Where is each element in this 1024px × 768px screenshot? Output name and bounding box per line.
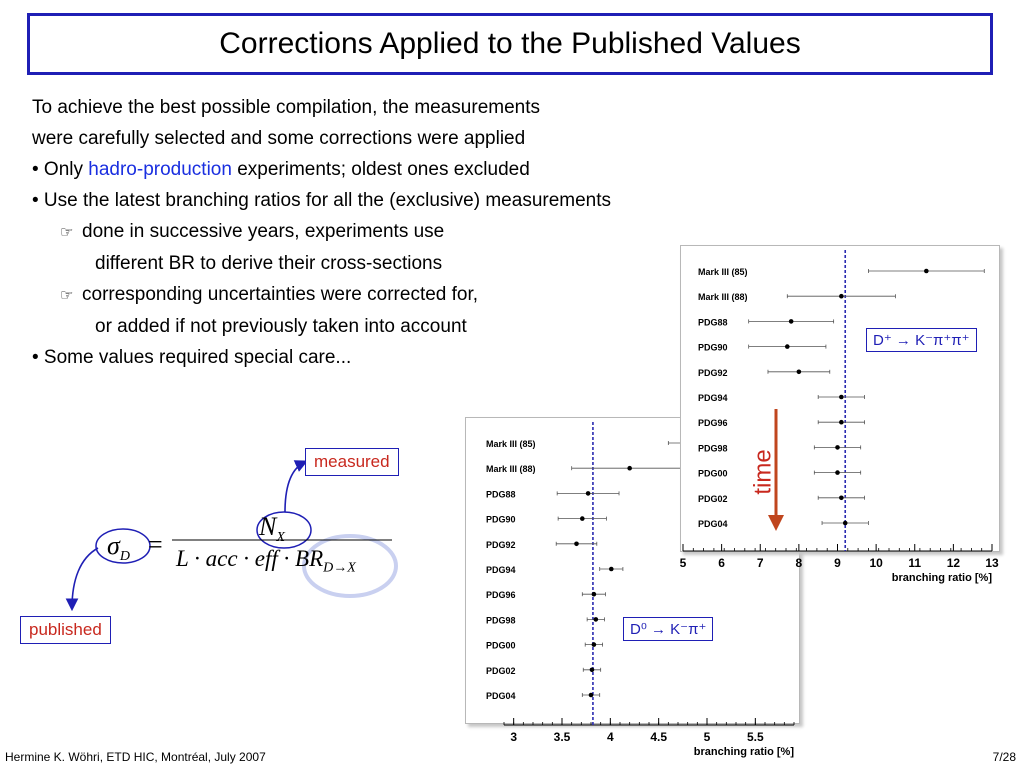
sub-bullet-2-text: corresponding uncertainties were corrected for, bbox=[82, 284, 479, 305]
category-label: PDG90 bbox=[698, 342, 728, 353]
published-arrow bbox=[72, 548, 98, 608]
category-label: Mark III (85) bbox=[486, 439, 536, 449]
category-label: PDG98 bbox=[698, 443, 728, 454]
data-point bbox=[839, 496, 844, 501]
category-label: PDG88 bbox=[698, 317, 728, 328]
category-label: PDG88 bbox=[486, 489, 516, 500]
hadro-production-link[interactable]: hadro-production bbox=[88, 159, 232, 180]
x-axis-label: branching ratio [%] bbox=[891, 572, 992, 584]
tick-label: 3 bbox=[510, 730, 518, 744]
formula-equals: = bbox=[148, 530, 163, 559]
data-point bbox=[835, 445, 840, 450]
category-label: Mark III (88) bbox=[486, 464, 536, 475]
published-label: published bbox=[20, 616, 111, 644]
category-label: PDG90 bbox=[486, 514, 516, 525]
tick-label: 5 bbox=[703, 730, 711, 744]
category-label: PDG92 bbox=[486, 539, 516, 550]
data-point bbox=[574, 542, 579, 547]
data-point bbox=[592, 642, 597, 647]
formula-numerator: $N_X$ bbox=[259, 512, 285, 546]
chart-dplus bbox=[681, 246, 999, 586]
tick-label: 6 bbox=[718, 556, 725, 570]
chart-dplus-panel bbox=[679, 245, 1000, 584]
slide-title-box bbox=[27, 13, 993, 75]
sub-bullet-2-continued: or added if not previously taken into account bbox=[95, 316, 467, 337]
bullet-1-prefix: • Only bbox=[32, 159, 89, 180]
intro-line-1: To achieve the best possible compilation, the measurements bbox=[32, 97, 540, 118]
tick-label: 13 bbox=[985, 556, 999, 570]
data-point bbox=[590, 668, 595, 673]
data-point bbox=[609, 567, 614, 572]
category-label: PDG96 bbox=[486, 590, 516, 601]
data-point bbox=[592, 592, 597, 597]
tick-label: 5.5 bbox=[746, 730, 764, 744]
data-point bbox=[789, 319, 794, 324]
category-label: PDG02 bbox=[486, 665, 516, 676]
bullet-1-suffix: experiments; oldest ones excluded bbox=[231, 159, 530, 180]
tick-label: 8 bbox=[795, 556, 803, 570]
tick-label: 9 bbox=[834, 556, 841, 570]
category-label: PDG98 bbox=[486, 615, 516, 626]
tick-label: 11 bbox=[908, 556, 922, 570]
category-label: PDG04 bbox=[698, 519, 728, 529]
sub-bullet-1 bbox=[32, 216, 611, 248]
d0-decay-label: D⁰ → K⁻π⁺ bbox=[623, 617, 713, 641]
category-label: PDG94 bbox=[698, 393, 728, 403]
data-point bbox=[839, 420, 844, 425]
slide-title: Corrections Applied to the Published Values bbox=[219, 27, 801, 60]
category-label: Mark III (85) bbox=[698, 267, 748, 277]
data-point bbox=[839, 395, 844, 400]
bullet-branching-ratios: • Use the latest branching ratios for all the (exclusive) measurements bbox=[32, 190, 612, 211]
bullet-hadro-production bbox=[32, 154, 611, 185]
sub-bullet-1-text: done in successive years, experiments use bbox=[82, 221, 445, 242]
data-point bbox=[627, 466, 632, 471]
footer-author: Hermine K. Wöhri, ETD HIC, Montréal, July 2007 bbox=[5, 750, 266, 764]
tick-label: 10 bbox=[869, 556, 883, 570]
sub-bullet-1-continued: different BR to derive their cross-sections bbox=[95, 253, 443, 274]
data-point bbox=[835, 470, 840, 475]
category-label: PDG96 bbox=[698, 418, 728, 429]
measured-label: measured bbox=[305, 448, 399, 476]
data-point bbox=[586, 491, 591, 496]
x-axis-label: branching ratio [%] bbox=[693, 746, 794, 758]
tick-label: 3.5 bbox=[553, 730, 571, 744]
category-label: PDG00 bbox=[698, 468, 728, 479]
data-point bbox=[839, 294, 844, 299]
data-point bbox=[785, 344, 790, 349]
tick-label: 4 bbox=[606, 730, 614, 744]
data-point bbox=[589, 693, 594, 698]
bullet-special-care: • Some values required special care... bbox=[32, 347, 352, 368]
tick-label: 7 bbox=[756, 556, 764, 570]
category-label: PDG92 bbox=[698, 367, 728, 378]
category-label: PDG02 bbox=[698, 493, 728, 504]
dplus-decay-label: D⁺ → K⁻π⁺π⁺ bbox=[866, 328, 977, 352]
category-label: PDG94 bbox=[486, 565, 516, 575]
data-point bbox=[594, 617, 599, 622]
category-label: PDG00 bbox=[486, 640, 516, 651]
tick-label: 4.5 bbox=[650, 730, 668, 744]
category-label: Mark III (88) bbox=[698, 292, 748, 303]
time-label: time bbox=[749, 449, 777, 495]
data-point bbox=[797, 370, 802, 375]
measured-arrow bbox=[285, 462, 305, 512]
pointing-hand-icon: ☞ bbox=[60, 287, 74, 304]
footer-page-number: 7/28 bbox=[992, 750, 1016, 764]
intro-line-2: were carefully selected and some corrections were applied bbox=[32, 128, 526, 149]
category-label: PDG04 bbox=[486, 691, 516, 701]
data-point bbox=[580, 516, 585, 521]
pointing-hand-icon: ☞ bbox=[60, 224, 74, 241]
data-point bbox=[843, 521, 848, 526]
sub-bullet-2 bbox=[32, 279, 611, 311]
tick-label: 12 bbox=[946, 556, 961, 570]
tick-label: 5 bbox=[679, 556, 687, 570]
slide-body bbox=[32, 92, 611, 373]
formula-denominator: L · acc · eff · $BR_{D\to X}$ bbox=[176, 546, 356, 576]
formula-sigma: $\sigma_D$ bbox=[107, 531, 130, 565]
data-point bbox=[924, 269, 929, 274]
